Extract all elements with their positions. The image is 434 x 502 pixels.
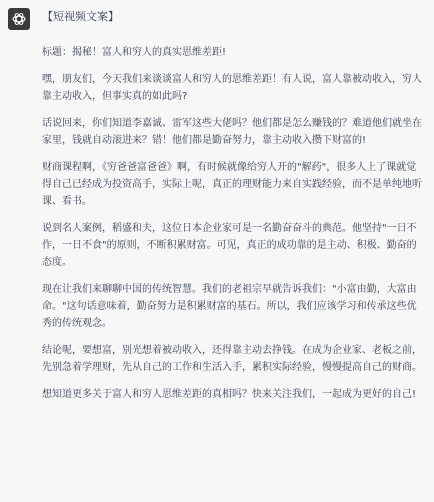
paragraph-call-to-action: 想知道更多关于富人和穷人思维差距的真相吗？快来关注我们，一起成为更好的自己! [42,389,417,400]
chatgpt-logo-icon [11,11,27,27]
message-title: 【短视频文案】 [42,10,119,23]
paragraph-courses: 财商课程啊，《穷爸爸富爸爸》啊，有时候就像给穷人开的"解药"，很多人上了课就觉得自己已经成为投资高手，实际上呢，真正的理财能力来自实践经验，而不是单纯地听课、看书。 [42,162,422,207]
assistant-avatar [8,8,30,30]
assistant-message-row [8,6,426,413]
message-content [42,6,422,413]
paragraph-headline: 标题：揭秘！富人和穷人的真实思维差距! [42,47,227,58]
paragraph-examples: 话说回来，你们知道李嘉诚、雷军这些大佬吗？他们都是怎么赚钱的？难道他们就坐在家里，钱就自动滚进来？错！他们都是勤奋努力，靠主动收入攒下财富的! [42,118,422,146]
paragraph-intro: 嘿，朋友们，今天我们来谈谈富人和穷人的思维差距！有人说，富人靠被动收入，穷人靠主动收入，但事实真的如此吗? [42,74,422,102]
paragraph-tradition: 现在让我们来聊聊中国的传统智慧。我们的老祖宗早就告诉我们："小富由勤，大富由命。"这句话意味着，勤奋努力是积累财富的基石。所以，我们应该学习和传承这些优秀的传统观念。 [42,284,417,329]
paragraph-case-study: 说到名人案例，稻盛和夫，这位日本企业家可是一名勤奋奋斗的典范。他坚持"一日不作，一日不食"的原则，不断积累财富。可见，真正的成功靠的是主动、积极、勤奋的态度。 [42,223,417,268]
paragraph-conclusion: 结论呢，要想富，别光想着被动收入，还得靠主动去挣钱。在成为企业家、老板之前，先别急着学理财，先从自己的工作和生活入手，累积实际经验，慢慢提高自己的财商。 [42,345,422,373]
